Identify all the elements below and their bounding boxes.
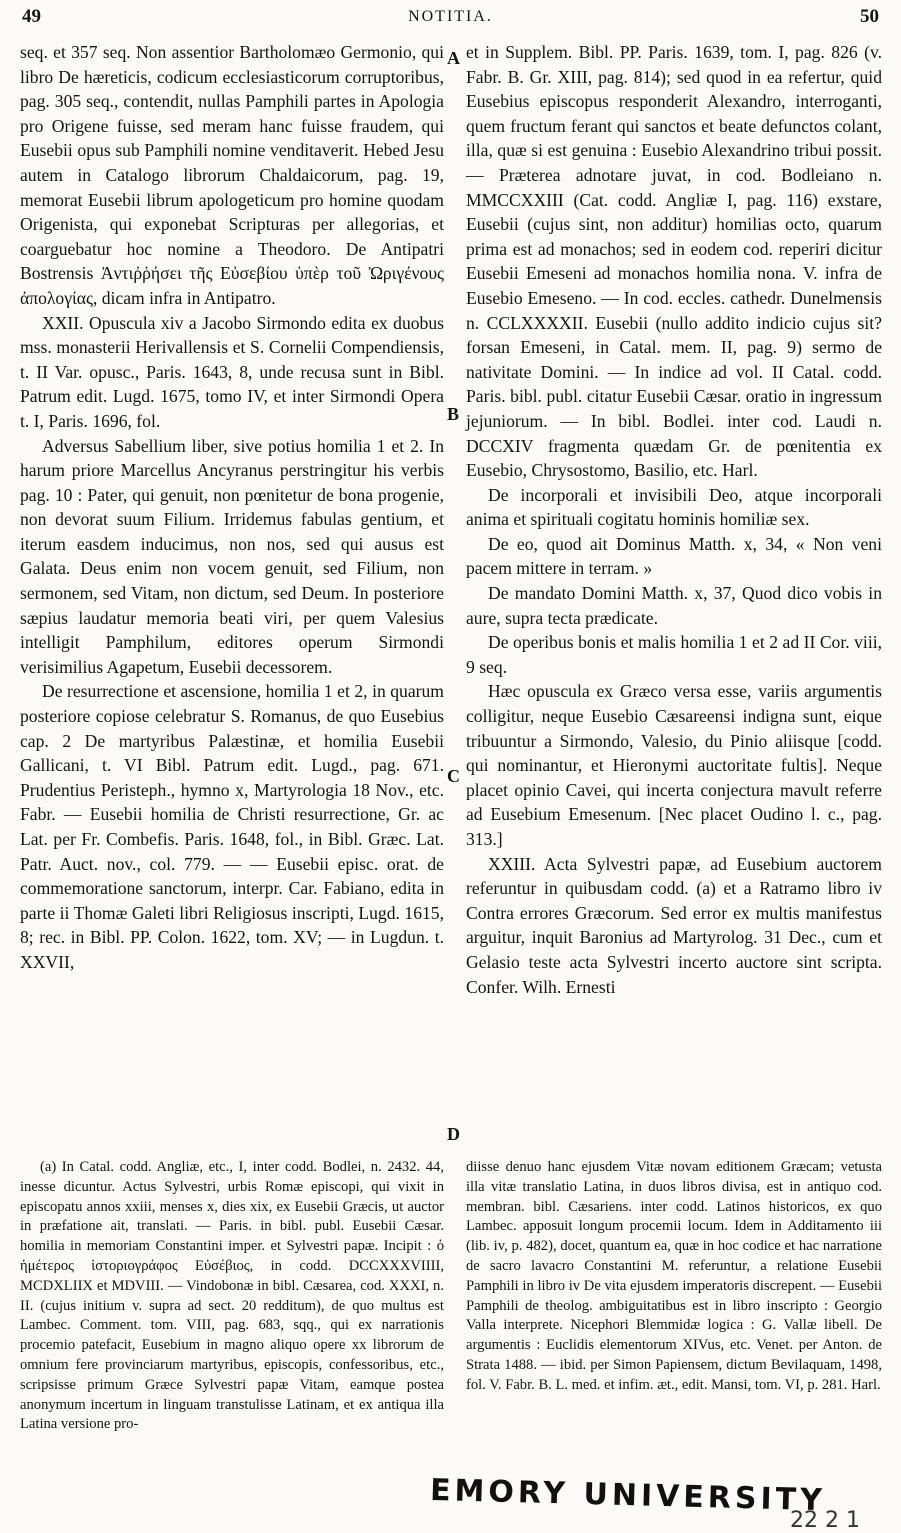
paragraph: De incorporali et invisibili Deo, atque incorporali anima et spirituali cogitatu hominis homiliæ sex. bbox=[466, 484, 882, 530]
paragraph: Adversus Sabellium liber, sive potius homilia 1 et 2. In harum priore Marcellus Ancyranus perstringitur his verbis pag. 10 : Pater, qui genuit, non pœnitetur de bona progenie, non devorat suum Filium. Irridemus fabulas gentium, et iterum easdem inducimus, non nos, sed qui ausus est Galata. Deus enim non vocem genuit, sed Filium, non sermonem, sed Vitam, non dictum, sed Deum. In posteriore sæpius laudatur memoria beati viri, per quem Valesius intelligit Pamphilum, editores operum Sirmondi verisimilius Agapetum, Eusebii decessorem. bbox=[20, 435, 444, 677]
paragraph: XXII. Opuscula xiv a Jacobo Sirmondo edita ex duobus mss. monasterii Herivallensis et S. Cornelii Compendiensis, t. II Var. opusc., Paris. 1643, 8, unde recusa sunt in Bibl. Patrum edit. Lugd. 1675, tomo IV, et inter Sirmondi Opera t. I, Paris. 1696, fol. bbox=[20, 312, 444, 431]
marker-c: C bbox=[447, 766, 460, 786]
paragraph: seq. et 357 seq. Non assentior Bartholomæo Germonio, qui libro De hæreticis, codicum ecclesiasticorum corruptoribus, pag. 305 seq., contendit, nullas Pamphili partes in Apologia pro Origene fuisse, sed meram hanc fuisse fraudem, qui Eusebii opus sub Pamphili nomine venditaverit. Hebed Jesu autem in Catalogo librorum Chaldaicorum, pag. 19, memorat Eusebii librum apologeticum pro homine quodam Origenista, qui exponebat Scripturas per allegorias, et coarguebatur hoc nomine a Theodoro. De Antipatri Bostrensis Ἀντιῤῥήσει τῆς Εὐσεβίου ὑπὲρ τοῦ Ὠριγένους ἀπολογίας, dicam infra in Antipatro. bbox=[20, 42, 444, 308]
marker-d: D bbox=[447, 1124, 460, 1144]
paragraph: XXIII. Acta Sylvestri papæ, ad Eusebium auctorem referuntur in quibusdam codd. (a) et a Ratramo libro iv Contra errores Græcorum. Sed error ex multis manifestus arguitur, inquit Baronius ad Martyrolog. 31 Dec., cum et Gelasio teste acta Sylvestri incerto auctore sint scripta. Confer. Wilh. Ernesti bbox=[466, 853, 882, 997]
paragraph: et in Supplem. Bibl. PP. Paris. 1639, tom. I, pag. 826 (v. Fabr. B. Gr. XIII, pag. 814); sed quod in ea refertur, quid Eusebius episcopus responderit Alexandro, interroganti, quem fructum ferant qui sanctos et beate defunctos colant, illa, quæ si est genuina : Eusebio Alexandrino tribui possit. — Præterea adnotare juvat, in cod. Bodleiano n. MMCCXXIII (Cat. codd. Angliæ I, pag. 116) exstare, Eusebii (cujus sint, non additur) homilias octo, quarum prima est ad monachos; sed in eodem cod. reperiri dicitur Eusebii Emeseni ad monachos homilia nona. V. infra de Eusebio Emeseno. — In cod. eccles. cathedr. Dunelmensis n. CCLXXXXII. Eusebii (nullo addito indicio cujus sit? forsan Emeseni, in Catal. mem. II, pag. 9) sermo de nativitate Domini. — In indice ad vol. II Catal. codd. Paris. bibl. publ. citatur Eusebii Cæsar. oratio in ingressum jejuniorum. — In bibl. Bodlei. inter cod. Laudi n. DCCXIV fragmenta quædam Gr. de pœnitentia ex Eusebio, Chrysostomo, Basilio, etc. Harl. bbox=[466, 42, 882, 481]
right-column bbox=[466, 40, 882, 999]
footnote-right bbox=[466, 1158, 882, 1396]
page-number-right: 50 bbox=[860, 6, 879, 27]
stamp-number: 22 2 1 bbox=[790, 1508, 860, 1533]
footnote-text: diisse denuo hanc ejusdem Vitæ novam editionem Græcam; vetusta illa vitæ translatio Latina, in duos libros divisa, est in antiquo cod. membran. bibl. Cæsariens. inter codd. Latinos historicos, ex quo Lambec. apposuit longum procemii locum. Idem in Additamento iii (lib. iv, p. 482), docet, quantum ea, quæ in hoc codice et hac narratione de sacro lavacro Constantini M. referuntur, a relatione Eusebii Pamphili in libro iv De vita ejusdem imperatoris discrepent. — Eusebii Pamphili de theolog. ambiguitatibus est in libro inscripto : Georgio Valla interprete. Nicephori Blemmidæ logica : G. Vallæ libell. De argumentis : Euclidis elementorum XIVus, etc. Venet. per Anton. de Strata 1488. — ibid. per Simon Papiensem, dictum Bevilaquam, 1498, fol. V. Fabr. B. L. med. et infim. æt., edit. Mansi, tom. VI, p. 281. Harl. bbox=[466, 1159, 882, 1393]
marker-a: A bbox=[447, 48, 460, 68]
footnote-left bbox=[20, 1158, 444, 1435]
footnote-text: (a) In Catal. codd. Angliæ, etc., I, inter codd. Bodlei, n. 2432. 44, inesse dicuntur. Actus Sylvestri, urbis Romæ episcopi, qui vixit in episcopatu annos xxiii, menses x, dies xix, ex Eusebii Græcis, ut auctor in præfatione ait, translati. — Paris. in bibl. publ. Eusebii Cæsar. homilia in memoriam Constantini imper. et Sylvestri papæ. Incipit : ὁ ἡμέτερος ἱστοριογράφος Εὐσέβιος, in codd. DCCXXXVIIII, MCDXLIIX et MDVIII. — Vindobonæ in bibl. Cæsarea, cod. XXXI, n. II. (cujus initium v. supra ad sect. 20 redditum), de quo multus est Lambec. Comment. tom. VIII, pag. 683, sqq., qui ex narrationis procemio patefacit, Eusebium in magno aliquo opere xx librorum de omnium fere provinciarum martyribus, episcopis, confessoribus, etc., scripsisse primum Græce Sylvestri papæ Vitam, eamque postea anonymum incertum in linguam transtulisse Latinam, et ex antiqua illa Latina versione pro- bbox=[20, 1159, 444, 1433]
marker-b: B bbox=[447, 404, 460, 424]
page-header bbox=[22, 6, 879, 36]
page-number-left: 49 bbox=[22, 6, 41, 27]
left-column bbox=[20, 40, 444, 975]
paragraph: De resurrectione et ascensione, homilia 1 et 2, in quarum posteriore copiose celebratur S. Romanus, de quo Eusebius cap. 2 De martyribus Palæstinæ, et homilia Eusebii Gallicani, t. VI Bibl. Patrum edit. Lugd., pag. 671. Prudentius Peristeph., hymno x, Martyrologia 18 Nov., etc. Fabr. — Eusebii homilia de Christi resurrectione, Gr. ac Lat. per Fr. Combefis. Paris. 1648, fol., in Bibl. Græc. Lat. Patr. Auct. nov., col. 779. — — Eusebii episc. orat. de commemoratione sanctorum, interpr. Car. Fabiano, edita in parte ii Thomæ Galeti libri Religiosus inscripti, Lugd. 1615, 8; rec. in Bibl. PP. Colon. 1622, tom. XV; — in Lugdun. t. XXVII, bbox=[20, 681, 444, 972]
paragraph: De operibus bonis et malis homilia 1 et 2 ad II Cor. viii, 9 seq. bbox=[466, 632, 882, 677]
paragraph: Hæc opuscula ex Græco versa esse, variis argumentis colligitur, neque Eusebio Cæsareensi indigna sunt, eique tribuuntur a Sirmondo, Valesio, du Pinio aliisque [codd. qui nominantur, et Hieronymi auctoritate fultis]. Neque placet opinio Cavei, qui incerta conjectura mavult referre ad Eusebium Emesenum. [Nec placet Oudino l. c., pag. 313.] bbox=[466, 681, 882, 849]
paragraph: De mandato Domini Matth. x, 37, Quod dico vobis in aure, supra tecta prædicate. bbox=[466, 583, 882, 628]
library-stamp: EMORY UNIVERSITY bbox=[429, 1472, 827, 1519]
running-title: NOTITIA. bbox=[408, 8, 493, 25]
paragraph: De eo, quod ait Dominus Matth. x, 34, « Non veni pacem mittere in terram. » bbox=[466, 533, 882, 579]
